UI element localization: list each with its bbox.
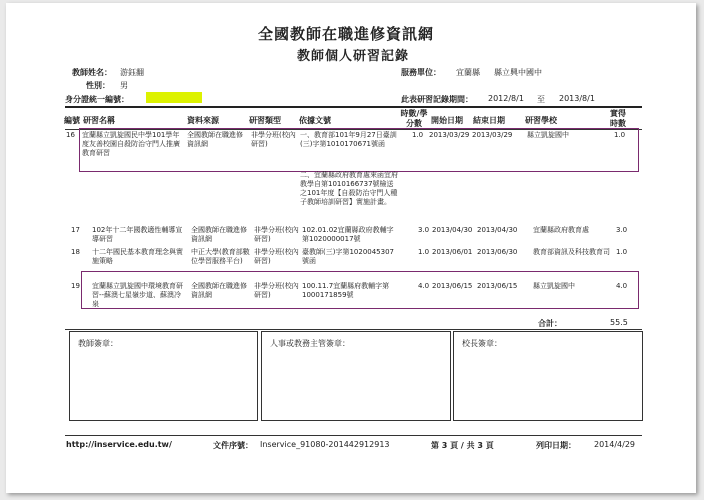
row-source: 中正大學(教育部數位學習服務平台): [191, 248, 250, 265]
row-end: 2013/04/30: [477, 226, 518, 234]
annotation-box-row-19: [81, 271, 639, 309]
row-start: 2013/06/01: [432, 248, 473, 256]
teacher-name: 游鈺翻: [120, 68, 144, 77]
id-number-redaction: [146, 92, 202, 103]
row-start: 2013/06/15: [432, 282, 473, 290]
col-header-source: 資料來源: [187, 116, 219, 125]
id-number-label: 身分證統一編號：: [65, 95, 129, 104]
row-name: 十二年國民基本教育理念與實施策略: [92, 248, 183, 265]
total-label: 合計：: [538, 319, 562, 328]
row-source: 全國教師在職進修資訊網: [191, 226, 247, 243]
teacher-signature-box[interactable]: [69, 331, 258, 421]
row-name: 宜蘭縣立凱旋國中環境教育研習--蘇澳七星嶺步道、蘇澳冷泉: [92, 282, 183, 308]
print-date: 2014/4/29: [594, 440, 636, 449]
row-no: 16: [66, 131, 75, 139]
row-actual: 3.0: [616, 226, 628, 234]
row-end: 2013/06/30: [477, 248, 518, 256]
row-type: 非學分班(校內研習): [254, 282, 299, 299]
record-period-label: 此表研習記錄期間：: [401, 95, 473, 104]
col-header-end: 結束日期: [473, 116, 505, 125]
row-actual: 1.0: [616, 248, 628, 256]
print-date-label: 列印日期：: [536, 441, 576, 450]
col-header-no: 編號: [64, 116, 80, 125]
service-school: 縣立興中國中: [494, 68, 542, 77]
row-no: 19: [71, 282, 80, 290]
row-source: 全國教師在職進修資訊網: [191, 282, 247, 299]
period-to: 至: [537, 95, 545, 104]
row-type: 非學分班(校內研習): [254, 226, 299, 243]
row-start: 2013/03/29: [429, 131, 470, 139]
row-no: 17: [71, 226, 80, 234]
teacher-name-label: 教師姓名：: [72, 68, 112, 77]
row-start: 2013/04/30: [432, 226, 473, 234]
row-doc: 二、宜蘭縣政府教育處來函宜府教學自第1010166737號檢送之101年度【自殺防治守門人種子教師培訓研習】實施計畫。: [300, 171, 398, 206]
gender-value: 男: [120, 81, 128, 90]
row-doc: 臺教師(三)字第1020045307號函: [302, 248, 394, 265]
personnel-signature-box[interactable]: [261, 331, 451, 421]
col-header-start: 開始日期: [431, 116, 463, 125]
row-credits: 3.0: [418, 226, 430, 234]
row-school: 宜蘭縣政府教育處: [533, 226, 589, 234]
footer-url[interactable]: http://inservice.edu.tw/: [66, 440, 172, 449]
personnel-signature-label: 人事或教務主管簽章：: [270, 339, 350, 348]
page-subtitle: 教師個人研習記錄: [297, 49, 410, 64]
row-actual: 1.0: [614, 131, 626, 139]
row-school: 縣立凱旋國中: [533, 282, 575, 290]
row-end: 2013/06/15: [477, 282, 518, 290]
principal-signature-box[interactable]: [453, 331, 643, 421]
period-start: 2012/8/1: [488, 94, 524, 103]
table-bottom-rule: [65, 329, 642, 330]
col-header-doc: 依據文號: [299, 116, 331, 125]
row-credits: 1.0: [412, 131, 424, 139]
page-indicator: 第 3 頁 / 共 3 頁: [431, 441, 494, 450]
row-credits: 1.0: [418, 248, 430, 256]
page-title: 全國教師在職進修資訊網: [258, 25, 435, 43]
doc-serial-label: 文件序號：: [213, 441, 253, 450]
row-school: 縣立凱旋國中: [527, 131, 569, 139]
total-value: 55.5: [610, 318, 628, 327]
col-header-actual: 實得時數: [610, 109, 626, 128]
service-unit-label: 服務單位：: [401, 68, 441, 77]
period-end: 2013/8/1: [559, 94, 595, 103]
footer-rule: [65, 435, 642, 436]
principal-signature-label: 校長簽章：: [462, 339, 502, 348]
col-header-type: 研習類型: [249, 116, 281, 125]
row-no: 18: [71, 248, 80, 256]
row-end: 2013/03/29: [472, 131, 513, 139]
col-header-name: 研習名稱: [83, 116, 115, 125]
row-name: 宜蘭縣立凱旋國民中學101學年度友善校園自殺防治守門人推廣教育研習: [82, 131, 180, 157]
row-source: 全國教師在職進修資訊網: [187, 131, 243, 148]
doc-serial-number: Inservice_91080-201442912913: [260, 440, 390, 449]
row-credits: 4.0: [418, 282, 430, 290]
row-doc: 102.01.02宜蘭縣政府教輔字第1020000017號: [302, 226, 394, 243]
annotation-box-row-16: [79, 128, 639, 172]
row-type: 非學分班(校內研習): [254, 248, 299, 265]
gender-label: 性別：: [86, 81, 110, 90]
row-actual: 4.0: [616, 282, 628, 290]
row-doc: 100.11.7宜蘭縣府教輔字第1000171859號: [302, 282, 390, 299]
row-school: 教育部資訊及科技教育司: [533, 248, 610, 256]
table-top-rule: [65, 106, 642, 108]
row-type: 非學分班(校內研習): [251, 131, 296, 148]
col-header-credits: 時數/學分數: [400, 109, 428, 128]
service-county: 宜蘭縣: [456, 68, 480, 77]
teacher-signature-label: 教師簽章：: [78, 339, 118, 348]
row-doc: 一、教育部101年9月27日臺訓(三)字第1010170671號函: [300, 131, 397, 148]
document-page: [6, 3, 696, 493]
col-header-school: 研習學校: [525, 116, 557, 125]
row-name: 102年十二年國教適性輔導宣導研習: [92, 226, 183, 243]
